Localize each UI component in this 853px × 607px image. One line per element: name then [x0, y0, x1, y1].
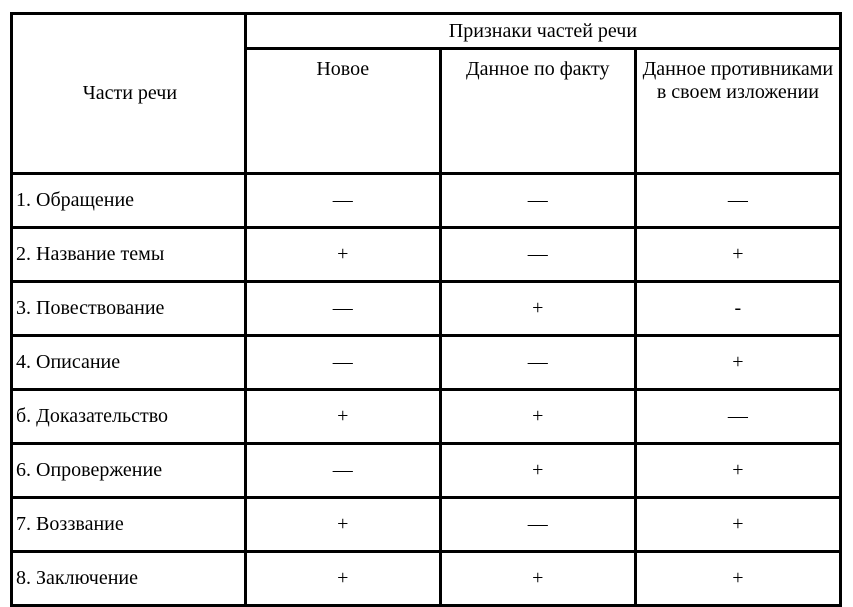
cell-value: —	[245, 174, 440, 228]
cell-value: —	[440, 498, 635, 552]
cell-value: +	[440, 444, 635, 498]
cell-value: —	[635, 390, 840, 444]
column-header: Новое	[245, 49, 440, 174]
cell-value: —	[635, 174, 840, 228]
parts-of-speech-table	[10, 12, 842, 607]
cell-value: +	[635, 444, 840, 498]
cell-value: +	[635, 552, 840, 606]
cell-value: +	[440, 390, 635, 444]
row-header: Части речи	[12, 14, 246, 174]
cell-value: +	[635, 498, 840, 552]
table-row	[12, 282, 841, 336]
table-row	[12, 498, 841, 552]
table-row	[12, 444, 841, 498]
cell-value: —	[245, 444, 440, 498]
row-label: 1. Обращение	[12, 174, 246, 228]
row-label: б. Доказательство	[12, 390, 246, 444]
row-label: 7. Воззвание	[12, 498, 246, 552]
table-row	[12, 552, 841, 606]
cell-value: —	[440, 174, 635, 228]
cell-value: —	[245, 336, 440, 390]
row-label: 6. Опровержение	[12, 444, 246, 498]
cell-value: —	[440, 228, 635, 282]
cell-value: —	[440, 336, 635, 390]
row-label: 2. Название темы	[12, 228, 246, 282]
table-row	[12, 390, 841, 444]
column-header: Данное по факту	[440, 49, 635, 174]
cell-value: +	[440, 282, 635, 336]
cell-value: +	[245, 552, 440, 606]
cell-value: —	[245, 282, 440, 336]
table-row	[12, 228, 841, 282]
table-row	[12, 336, 841, 390]
row-label: 4. Описание	[12, 336, 246, 390]
group-header: Признаки частей речи	[245, 14, 840, 49]
cell-value: +	[245, 228, 440, 282]
row-label: 8. Заключение	[12, 552, 246, 606]
row-label: 3. Повествование	[12, 282, 246, 336]
cell-value: -	[635, 282, 840, 336]
cell-value: +	[440, 552, 635, 606]
cell-value: +	[245, 498, 440, 552]
cell-value: +	[635, 336, 840, 390]
column-header: Данное противниками в своем изложении	[635, 49, 840, 174]
cell-value: +	[635, 228, 840, 282]
table-row	[12, 174, 841, 228]
cell-value: +	[245, 390, 440, 444]
